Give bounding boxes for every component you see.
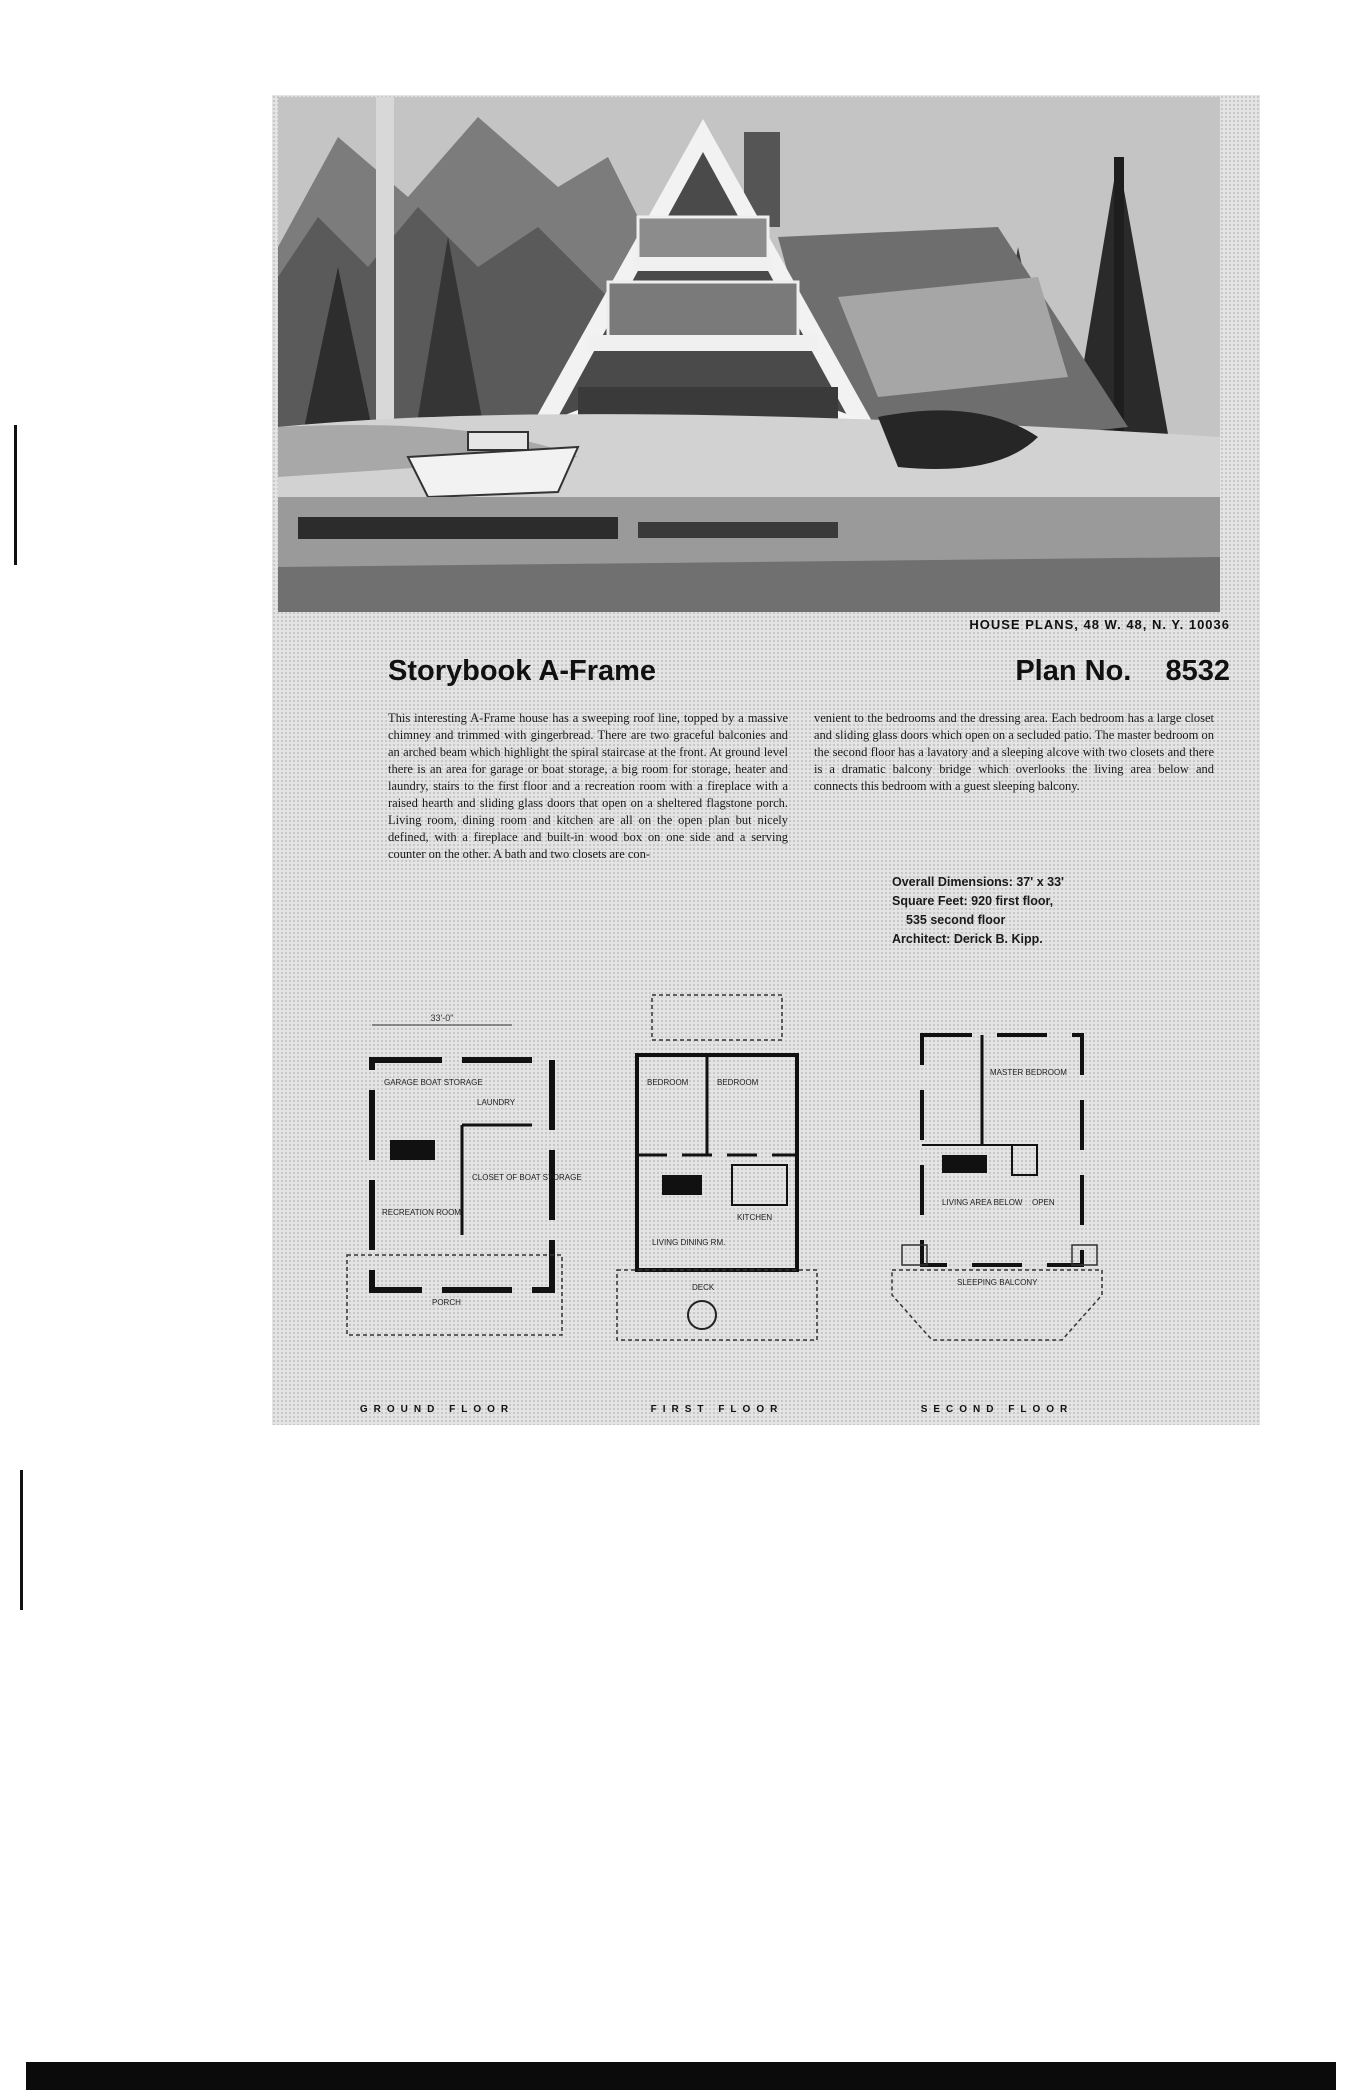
spec-second-floor: 535 second floor (906, 913, 1006, 927)
first-floor-label: FIRST FLOOR (650, 1404, 784, 1415)
description-left: This interesting A-Frame house has a sweeping roof line, topped by a massive chimney and trimmed with gingerbread. There are two graceful balconies and an arched beam which highlight the spiral staircase at the front. At ground level there is an area for garage or boat storage, a big room for storage, heater and laundry, stairs to the first floor and a recreation room with a fireplace with a raised hearth and sliding glass doors that open on a sheltered flagstone porch. Living room, dining room and kitchen are all on the open plan but nicely defined, with a fireplace and built-in wood box on one side and a serving counter on the other. A bath and two closets are con- (388, 711, 788, 861)
ground-width-dimension: 33'-0" (430, 1013, 454, 1023)
room-living-dining: LIVING DINING RM. (652, 1238, 726, 1247)
ground-floor-label: GROUND FLOOR (359, 1404, 515, 1415)
plan-number-value: 8532 (1165, 655, 1230, 687)
scan-mark-bottom (20, 1470, 23, 1610)
room-closet: CLOSET OF BOAT STORAGE (472, 1173, 582, 1182)
second-floor-label: SECOND FLOOR (920, 1404, 1074, 1415)
spec-dimensions: Overall Dimensions: 37' x 33' (892, 875, 1064, 889)
publisher-address: HOUSE PLANS, 48 W. 48, N. Y. 10036 (969, 617, 1230, 632)
room-recreation: RECREATION ROOM (382, 1208, 461, 1217)
room-porch: PORCH (432, 1298, 461, 1307)
room-open: OPEN (1032, 1198, 1055, 1207)
first-floor-plan (592, 995, 842, 1415)
room-sleeping-balcony: SLEEPING BALCONY (957, 1278, 1038, 1287)
second-floor-plan (872, 995, 1122, 1415)
scan-bottom-bar (26, 2062, 1336, 2090)
scan-mark-top (14, 425, 17, 565)
plan-number-label: Plan No. (1015, 655, 1132, 687)
spec-architect: Architect: Derick B. Kipp. (892, 932, 1043, 946)
ground-floor-plan (312, 995, 582, 1415)
catalog-page (272, 95, 1260, 1425)
room-bedroom-2: BEDROOM (717, 1078, 759, 1087)
plan-number (1015, 655, 1230, 688)
room-living-area-below: LIVING AREA BELOW (942, 1198, 1023, 1207)
specifications (892, 873, 1064, 949)
room-deck: DECK (692, 1283, 715, 1292)
room-master-bedroom: MASTER BEDROOM (990, 1068, 1067, 1077)
page-title: Storybook A-Frame (388, 655, 657, 687)
room-garage: GARAGE BOAT STORAGE (384, 1078, 483, 1087)
room-bedroom-1: BEDROOM (647, 1078, 689, 1087)
spec-square-feet: Square Feet: 920 first floor, (892, 894, 1054, 908)
house-illustration (278, 97, 1220, 612)
room-kitchen: KITCHEN (737, 1213, 773, 1222)
room-laundry: LAUNDRY (477, 1098, 516, 1107)
description-right: venient to the bedrooms and the dressing area. Each bedroom has a large closet and sliding glass doors which open on a secluded patio. The master bedroom on the second floor has a lavatory and a sleeping alcove with two closets and there is a dramatic balcony bridge which overlooks the living area below and connects this bedroom with a guest sleeping balcony. (814, 711, 1214, 793)
